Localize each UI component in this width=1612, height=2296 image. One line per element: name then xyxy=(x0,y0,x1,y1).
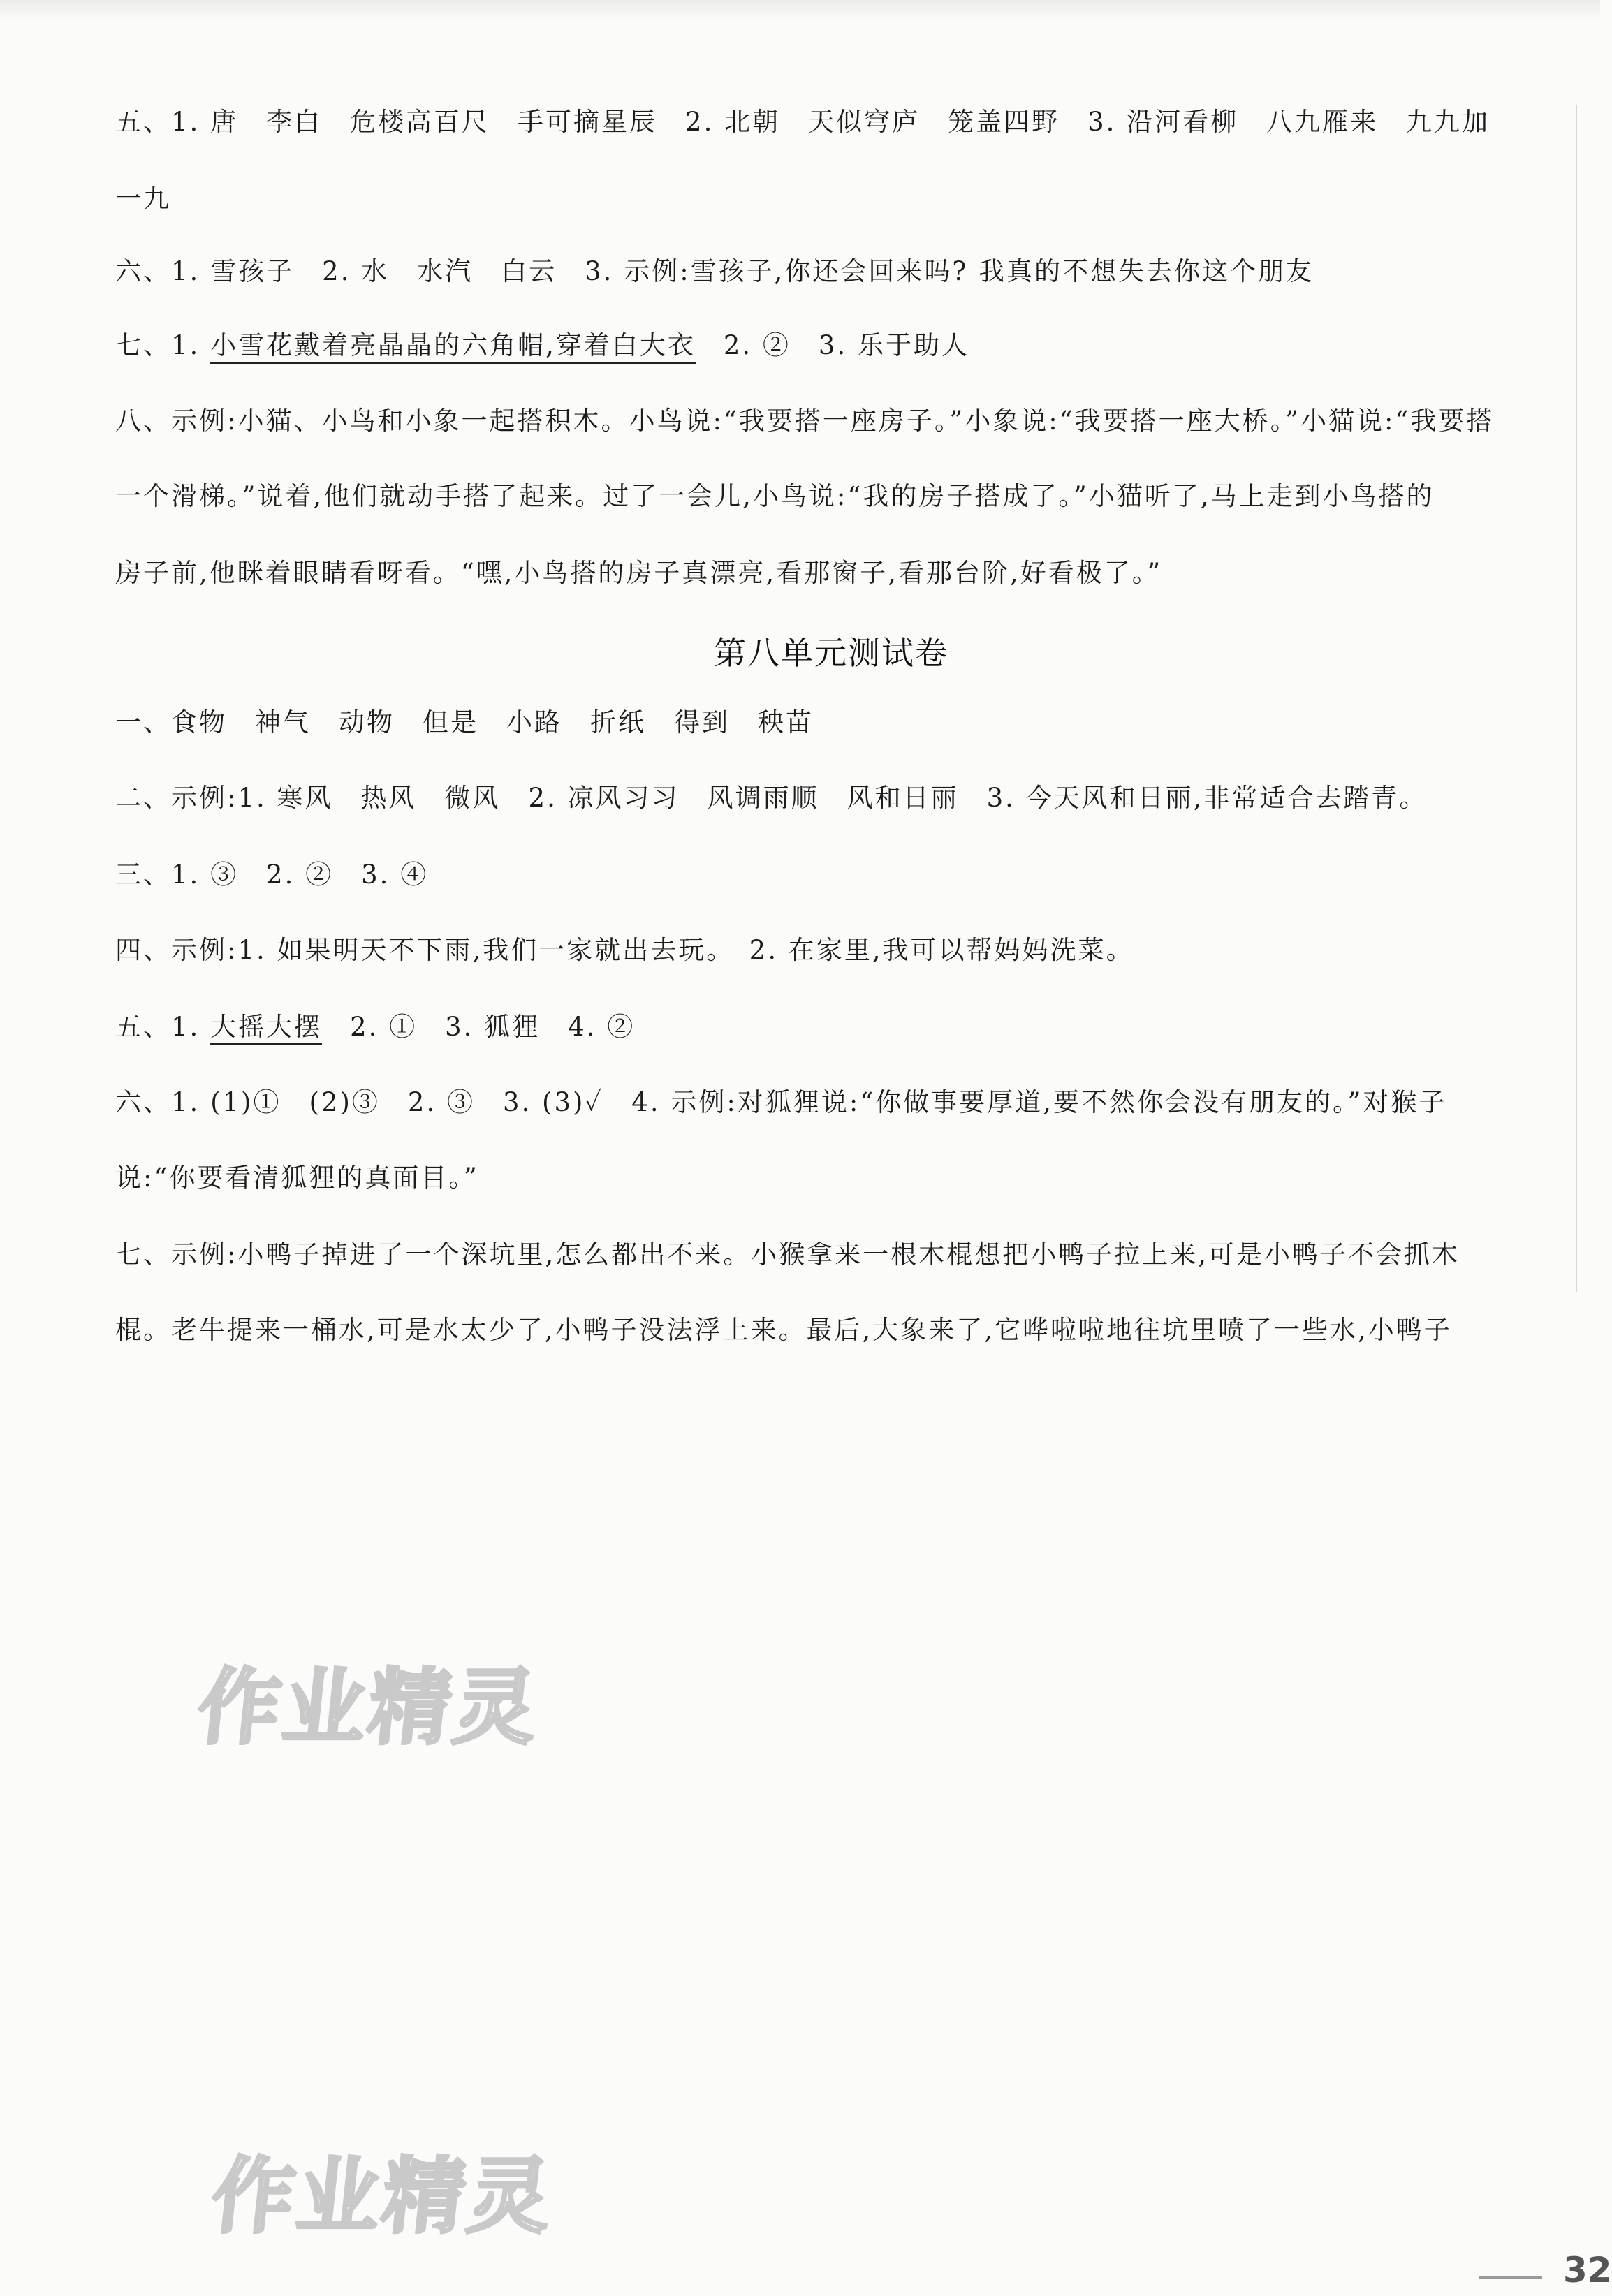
watermark-upper: 作业精灵 xyxy=(193,1659,545,1756)
unit8-q2: 二、示例:1. 寒风 热风 微风 2. 凉风习习 风调雨顺 风和日丽 3. 今天风和日丽,非常适合去踏青。 xyxy=(115,783,1428,813)
prev-q7 xyxy=(115,328,969,363)
prev-q8-line-3: 房子前,他眯着眼睛看呀看。“嘿,小鸟搭的房子真漂亮,看那窗子,看那台阶,好看极了。” xyxy=(115,558,1163,588)
unit8-q7-line-2: 棍。老牛提来一桶水,可是水太少了,小鸭子没法浮上来。最后,大象来了,它哗啦啦地往坑里喷了一些水,小鸭子 xyxy=(115,1315,1452,1345)
prev-q6: 六、1. 雪孩子 2. 水 水汽 白云 3. 示例:雪孩子,你还会回来吗? 我真的不想失去你这个朋友 xyxy=(115,256,1314,286)
unit8-q1: 一、食物 神气 动物 但是 小路 折纸 得到 秧苗 xyxy=(115,707,814,737)
page-number: 32 xyxy=(1563,2250,1612,2290)
prev-q7-suffix: 2. ② 3. 乐于助人 xyxy=(695,330,969,360)
unit8-q6-line-1: 六、1. (1)① (2)③ 2. ③ 3. (3)✓ 4. 示例:对狐狸说:“你做事要厚道,要不然你会没有朋友的。”对猴子 xyxy=(115,1087,1447,1117)
unit8-title: 第八单元测试卷 xyxy=(714,634,948,672)
unit8-q5 xyxy=(115,1010,635,1045)
prev-q7-underlined-answer: 小雪花戴着亮晶晶的六角帽,穿着白大衣 xyxy=(210,330,696,364)
prev-q5-line-2: 一九 xyxy=(115,184,171,214)
prev-q7-prefix: 七、1. xyxy=(115,330,211,360)
page-number-dash xyxy=(1479,2276,1542,2279)
prev-q8-line-1: 八、示例:小猫、小鸟和小象一起搭积木。小鸟说:“我要搭一座房子。”小象说:“我要搭一座大桥。”小猫说:“我要搭 xyxy=(115,406,1495,436)
unit8-q6-line-2: 说:“你要看清狐狸的真面目。” xyxy=(115,1163,479,1193)
unit8-q5-suffix: 2. ① 3. 狐狸 4. ② xyxy=(322,1012,636,1042)
unit8-q5-underlined-answer: 大摇大摆 xyxy=(210,1012,322,1045)
unit8-q4: 四、示例:1. 如果明天不下雨,我们一家就出去玩。 2. 在家里,我可以帮妈妈洗菜。 xyxy=(115,935,1134,965)
unit8-q7-line-1: 七、示例:小鸭子掉进了一个深坑里,怎么都出不来。小猴拿来一根木棍想把小鸭子拉上来,可是小鸭子不会抓木 xyxy=(115,1239,1460,1270)
page-top-edge xyxy=(0,0,1600,21)
unit8-q3: 三、1. ③ 2. ② 3. ④ xyxy=(115,860,429,890)
unit8-q5-prefix: 五、1. xyxy=(115,1012,211,1042)
watermark-lower: 作业精灵 xyxy=(207,2148,559,2244)
prev-q5-line-1: 五、1. 唐 李白 危楼高百尺 手可摘星辰 2. 北朝 天似穹庐 笼盖四野 3. 沿河看柳 八九雁来 九九加 xyxy=(115,107,1490,137)
page-right-margin-line xyxy=(1576,105,1577,1292)
prev-q8-line-2: 一个滑梯。”说着,他们就动手搭了起来。过了一会儿,小鸟说:“我的房子搭成了。”小猫听了,马上走到小鸟搭的 xyxy=(115,481,1435,511)
